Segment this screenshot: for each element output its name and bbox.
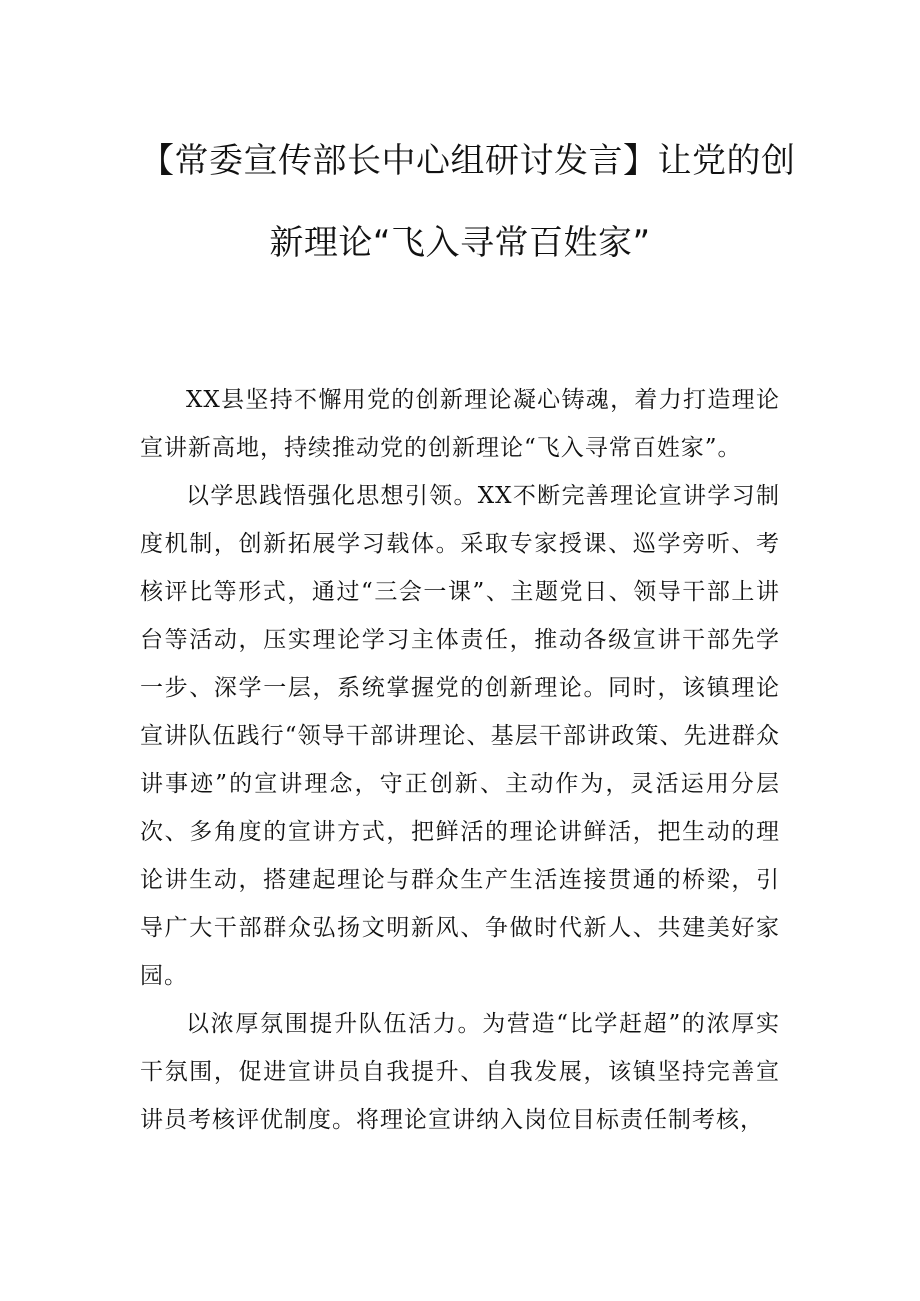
document-body — [140, 376, 780, 1144]
paragraph-thought-guidance: 以学思践悟强化思想引领。XX不断完善理论宣讲学习制度机制，创新拓展学习载体。采取专家授课、巡学旁听、考核评比等形式，通过“三会一课”、主题党日、领导干部上讲台等活动，压实理论学习主体责任，推动各级宣讲干部先学一步、深学一层，系统掌握党的创新理论。同时，该镇理论宣讲队伍践行“领导干部讲理论、基层干部讲政策、先进群众讲事迹”的宣讲理念，守正创新、主动作为，灵活运用分层次、多角度的宣讲方式，把鲜活的理论讲鲜活，把生动的理论讲生动，搭建起理论与群众生产生活连接贯通的桥梁，引导广大干部群众弘扬文明新风、争做时代新人、共建美好家园。 — [140, 483, 780, 989]
document-title-line-2: 新理论“飞入寻常百姓家” — [269, 223, 651, 263]
paragraph-team-vitality: 以浓厚氛围提升队伍活力。为营造“比学赶超”的浓厚实干氛围，促进宣讲员自我提升、自我发展，该镇坚持完善宣讲员考核评优制度。将理论宣讲纳入岗位目标责任制考核， — [140, 1011, 780, 1133]
paragraph-intro: XX县坚持不懈用党的创新理论凝心铸魂，着力打造理论宣讲新高地，持续推动党的创新理论“飞入寻常百姓家”。 — [140, 387, 780, 461]
document-title-line-1: 【常委宣传部长中心组研讨发言】让党的创 — [140, 141, 796, 181]
